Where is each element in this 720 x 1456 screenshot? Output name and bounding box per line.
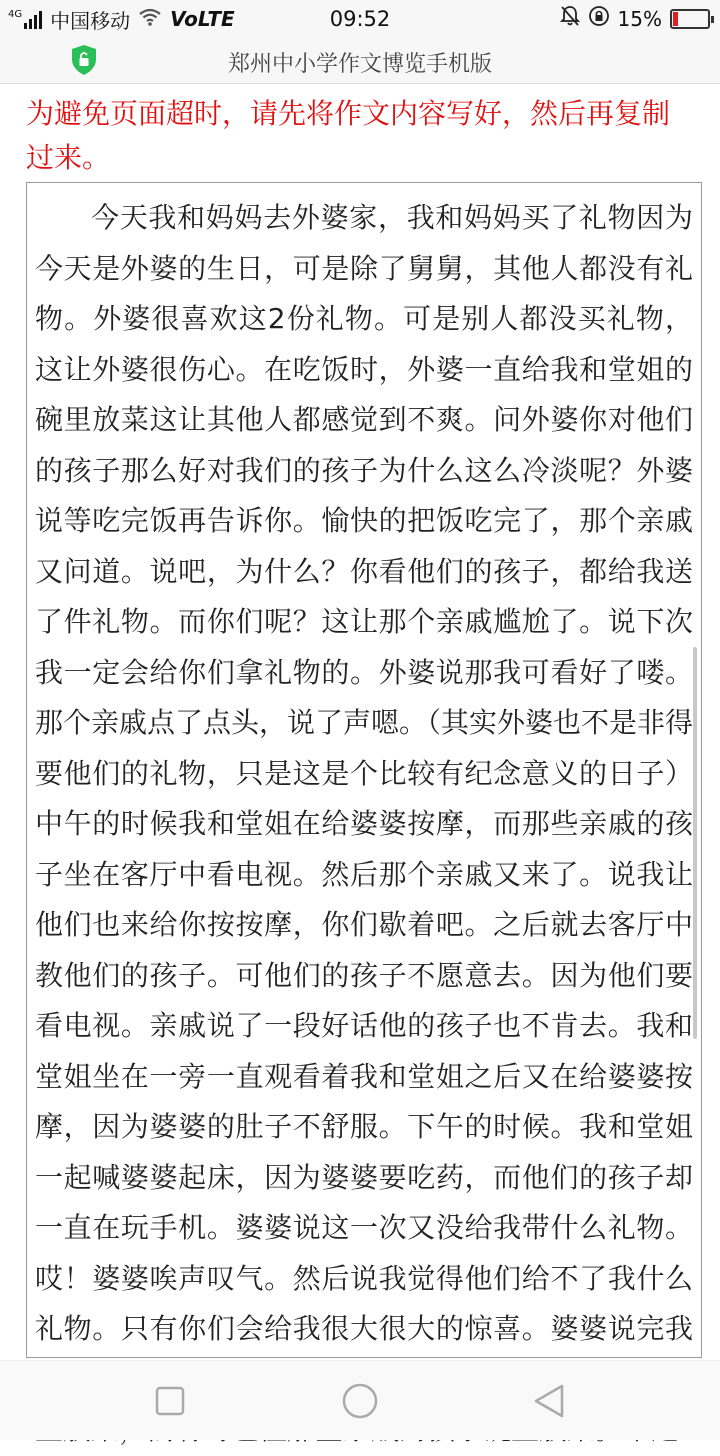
navigation-bar	[0, 1360, 720, 1440]
timeout-notice: 为避免页面超时，请先将作文内容写好，然后再复制过来。	[26, 97, 671, 174]
status-right	[560, 5, 710, 32]
title-bar	[0, 38, 720, 84]
back-button[interactable]	[530, 1381, 570, 1421]
recents-button[interactable]	[150, 1381, 190, 1421]
battery-level	[673, 12, 678, 26]
network-type: 4G	[8, 9, 23, 20]
status-bar	[0, 0, 720, 38]
rotation-lock-icon	[588, 5, 610, 32]
home-button[interactable]	[340, 1381, 380, 1421]
carrier-label: 中国移动	[50, 8, 131, 33]
status-time: 09:52	[329, 7, 391, 31]
page-title: 郑州中小学作文博览手机版	[227, 52, 492, 77]
textarea-scrollbar[interactable]	[693, 647, 697, 1039]
volte-label: VoLTE	[170, 7, 235, 31]
essay-textarea[interactable]	[26, 182, 702, 1358]
battery-icon	[670, 9, 710, 29]
essay-content[interactable]: 今天我和妈妈去外婆家，我和妈妈买了礼物因为今天是外婆的生日，可是除了舅舅，其他人都没有礼物。外婆很喜欢这2份礼物。可是别人都没买礼物，这让外婆很伤心。在吃饭时，外婆一直给我和堂姐的碗里放菜这让其他人都感觉到不爽。问外婆你对他们的孩子那么好对我们的孩子为什么这么冷淡呢？外婆说等吃完饭再告诉你。愉快的把饭吃完了，那个亲戚又问道。说吧，为什么？你看他们的孩子，都给我送了件礼物。而你们呢？这让那个亲戚尴尬了。说下次我一定会给你们拿礼物的。外婆说那我可看好了喽。那个亲戚点了点头，说了声嗯。（其实外婆也不是非得要他们的礼物，只是这是个比较有纪念意义的日子）中午的时候我和堂姐在给婆婆按摩，而那些亲戚的孩子坐在客厅中看电视。然后那个亲戚又来了。说我让他们也来给你按按摩，你们歇着吧。之后就去客厅中教他们的孩子。可他们的孩子不愿意去。因为他们要看电视。亲戚说了一段好话他的孩子也不肯去。我和堂姐坐在一旁一直观看着我和堂姐之后又在给婆婆按摩，因为婆婆的肚子不舒服。下午的时候。我和堂姐一起喊婆婆起床，因为婆婆要吃药，而他们的孩子却一直在玩手机。婆婆说这一次又没给我带什么礼物。哎！婆婆唉声叹气。然后说我觉得他们给不了我什么礼物。只有你们会给我很大很大的惊喜。婆婆说完我	[35, 201, 694, 1345]
mute-icon	[560, 5, 580, 32]
battery-percent: 15%	[617, 6, 662, 31]
